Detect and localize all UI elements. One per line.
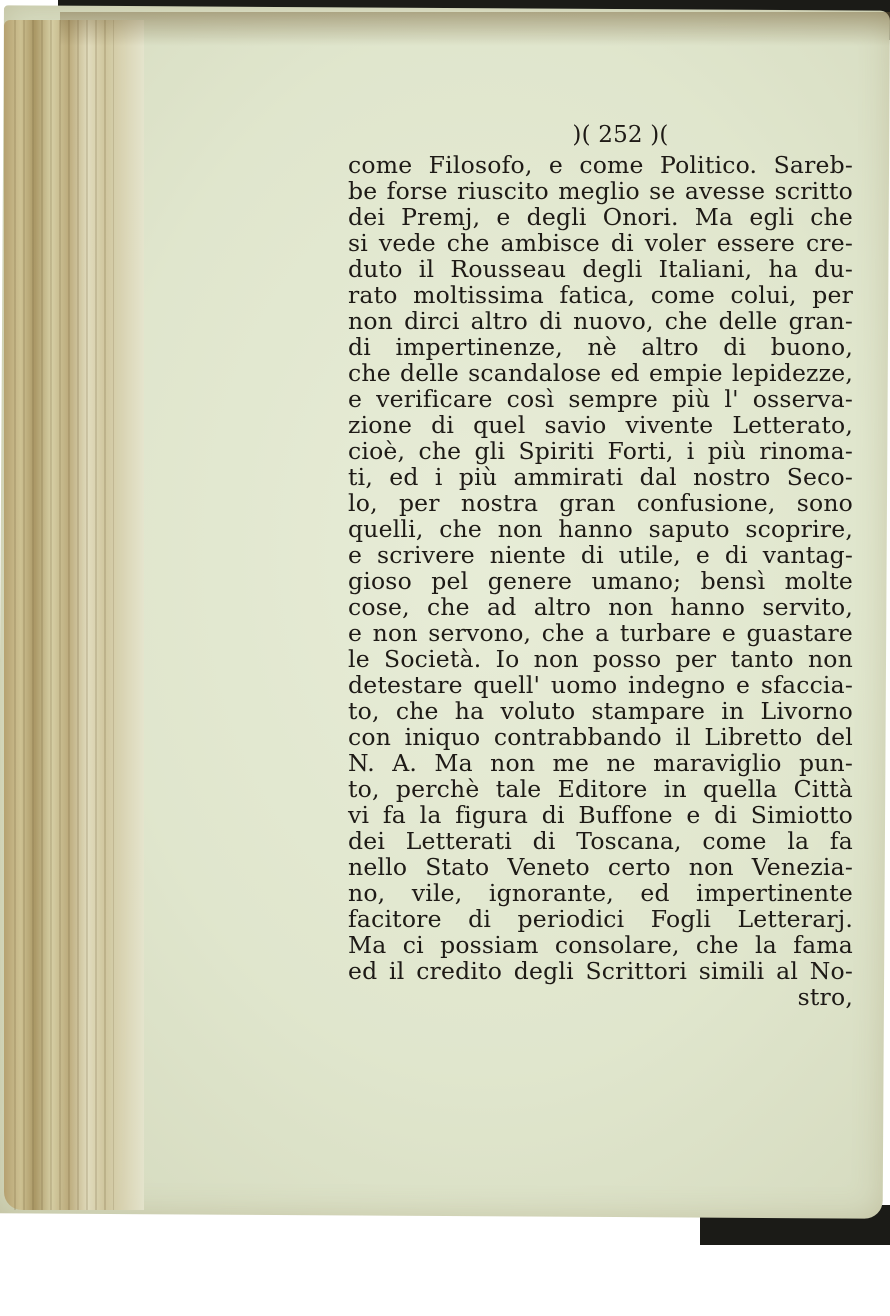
text-line: lo, per nostra gran confusione, sono <box>348 489 853 517</box>
text-line: zione di quel savio vivente Letterato, <box>348 411 853 439</box>
text-line: che delle scandalose ed empie lepidezze, <box>348 359 853 387</box>
text-line: duto il Rousseau degli Italiani, ha du- <box>348 255 853 283</box>
text-line: e scrivere niente di utile, e di vantag- <box>348 541 853 569</box>
text-line: quelli, che non hanno saputo scoprire, <box>348 515 853 543</box>
text-line: detestare quell' uomo indegno e sfaccia- <box>348 671 853 699</box>
text-line: N. A. Ma non me ne maraviglio pun- <box>348 749 853 777</box>
text-line: to, che ha voluto stampare in Livorno <box>348 697 853 725</box>
text-line: gioso pel genere umano; bensì molte <box>348 567 853 595</box>
text-line: si vede che ambisce di voler essere cre- <box>348 229 853 257</box>
text-line: cioè, che gli Spiriti Forti, i più rinoma- <box>348 437 853 465</box>
text-line: no, vile, ignorante, ed impertinente <box>348 879 853 907</box>
text-line: cose, che ad altro non hanno servito, <box>348 593 853 621</box>
text-line: di impertinenze, nè altro di buono, <box>348 333 853 361</box>
page-top-shadow <box>60 12 890 46</box>
text-line: ti, ed i più ammirati dal nostro Seco- <box>348 463 853 491</box>
text-line: nello Stato Veneto certo non Venezia- <box>348 853 853 881</box>
text-line: non dirci altro di nuovo, che delle gran- <box>348 307 853 335</box>
text-line: vi fa la figura di Buffone e di Simiotto <box>348 801 853 829</box>
text-line: Ma ci possiam consolare, che la fama <box>348 931 853 959</box>
page-number: )( 252 )( <box>572 122 669 148</box>
text-line: to, perchè tale Editore in quella Città <box>348 775 853 803</box>
text-line: dei Letterati di Toscana, come la fa <box>348 827 853 855</box>
text-line: e non servono, che a turbare e guastare <box>348 619 853 647</box>
body-text <box>348 152 853 984</box>
text-block <box>348 118 853 1010</box>
text-line: be forse riuscito meglio se avesse scritto <box>348 177 853 205</box>
text-line: e verificare così sempre più l' osserva- <box>348 385 853 413</box>
text-line: le Società. Io non posso per tanto non <box>348 645 853 673</box>
text-line: con iniquo contrabbando il Libretto del <box>348 723 853 751</box>
catchword: stro, <box>797 983 853 1011</box>
text-line: facitore di periodici Fogli Letterarj. <box>348 905 853 933</box>
text-line: rato moltissima fatica, come colui, per <box>348 281 853 309</box>
text-line: come Filosofo, e come Politico. Sareb- <box>348 151 853 179</box>
text-line: dei Premj, e degli Onori. Ma egli che <box>348 203 853 231</box>
stacked-page-edges <box>4 20 144 1210</box>
text-line: ed il credito degli Scrittori simili al No- <box>348 957 853 985</box>
